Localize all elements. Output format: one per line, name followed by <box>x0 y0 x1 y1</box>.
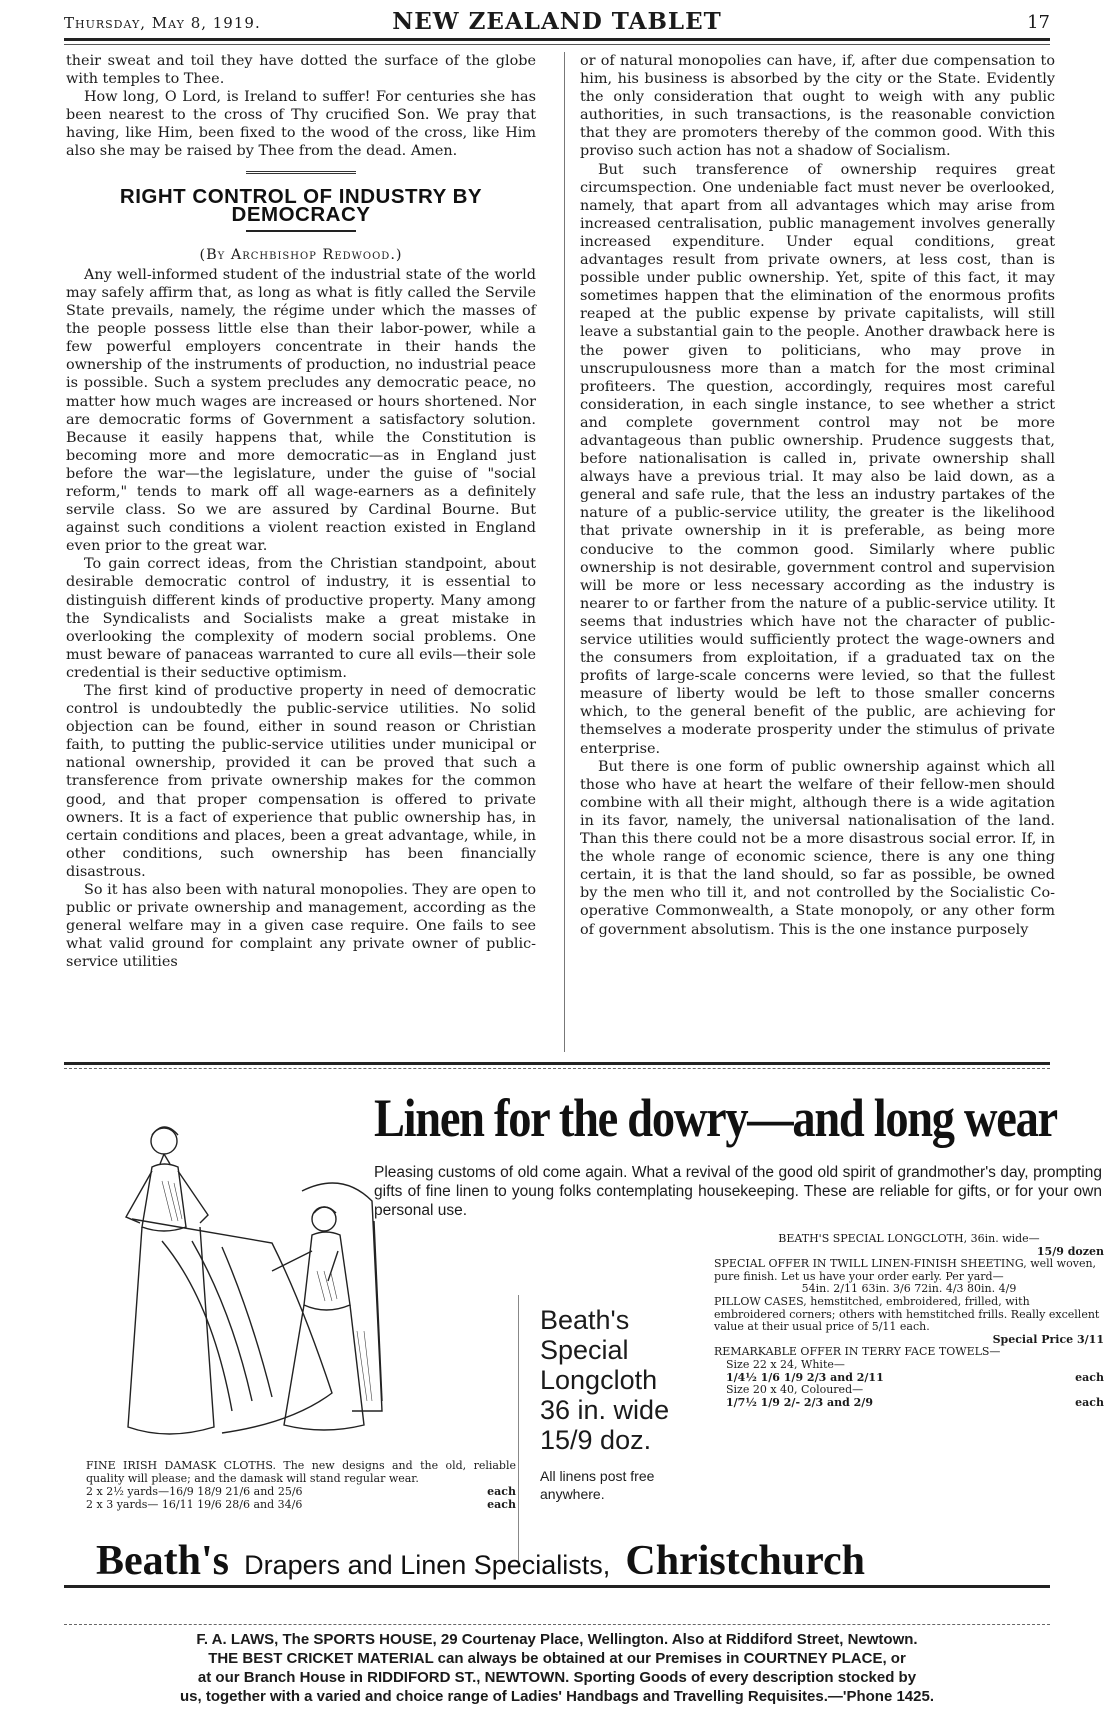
ad-intro: Pleasing customs of old come again. What a revival of the good old spirit of grandmother's day, prompting gifts of fine linen to young folks contemplating housekeeping. These are reliable for gifts, or for your own personal use. <box>374 1164 1102 1219</box>
laws-advertisement <box>64 1630 1050 1706</box>
pillow-special-price: Special Price 3/11 <box>992 1332 1104 1346</box>
article-byline: (By Archbishop Redwood.) <box>199 246 403 263</box>
longcloth-heading: BEATH'S SPECIAL LONGCLOTH, 36in. wide— <box>778 1232 1040 1245</box>
ad-brand: Beath's <box>96 1538 230 1584</box>
special-line-1: Beath's <box>540 1305 630 1335</box>
left-column <box>66 52 536 972</box>
ad-divider <box>518 1295 519 1563</box>
article-paragraph: But there is one form of public ownership against which all those who have at heart the welfare of their fellow-men should combine with all their might, although there is a wide agitation in its favor, namely, the universal nationalisation of the land. Than this there could not be a more disastrous social error. If, in the whole range of economic science, there is any one thing certain, it is that the land should, so far as possible, be owned by the men who till it, and not controlled by the Socialistic Co-operative Commonwealth, a State monopoly, or any other form of government absolutism. This is the one instance purposely <box>580 758 1055 938</box>
ad-top-rule <box>64 1062 1050 1065</box>
towels-heading: REMARKABLE OFFER IN TERRY FACE TOWELS— <box>714 1345 1001 1359</box>
laws-ad-rule <box>64 1624 1050 1625</box>
damask-size-2: 2 x 3 yards— 16/11 19/6 28/6 and 34/6 <box>86 1498 303 1511</box>
header-rule <box>64 38 1050 41</box>
ad-footer <box>96 1537 1046 1585</box>
special-line-5: 15/9 doz. <box>540 1425 652 1455</box>
laws-line-4: us, together with a varied and choice range of Ladies' Handbags and Travelling Requisites.—'Phone 1425. <box>180 1688 934 1705</box>
laws-line-2: THE BEST CRICKET MATERIAL can always be obtained at our Premises in COURTNEY PLACE, or <box>208 1650 906 1667</box>
article-paragraph: or of natural monopolies can have, if, after due compensation to him, his business is absorbed by the city or the State. Evidently the only consideration that ought to weigh with any public authorities, in such transactions, is the reasonable conviction that they are promoters thereby of the common good. With this proviso such action has not a shadow of Socialism. <box>580 53 1055 160</box>
coloured-towel-size: Size 20 x 40, Coloured— <box>726 1383 864 1397</box>
damask-price-row <box>86 1485 516 1498</box>
price-list <box>714 1233 1104 1409</box>
article-paragraph: The first kind of productive property in need of democratic control is undoubtedly the public-service utilities. No solid objection can be found, either in sound reason or Christian faith, to putting the public-service utilities under municipal or national ownership, provided it can be proved that such a transference from private ownership makes for the common good, and that proper compensation is offered to private owners. It is a fact of experience that public ownership has, in certain conditions and places, been a great advantage, while, in other conditions, such ownership has been financially disastrous. <box>66 683 536 880</box>
sheeting-offer: SPECIAL OFFER IN TWILL LINEN-FINISH SHEETING, well woven, pure finish. Let us have your order early. Per yard— <box>714 1257 1097 1283</box>
prayer-paragraph: How long, O Lord, is Ireland to suffer! For centuries she has been nearest to the cross of Thy crucified Son. We pray that having, like Him, been fixed to the wood of the cross, like Him also she may be raised by Thee from the dead. Amen. <box>66 89 536 160</box>
prayer-paragraph: their sweat and toil they have dotted the surface of the globe with temples to Thee. <box>66 53 536 88</box>
special-line-2: Special <box>540 1335 629 1365</box>
article-paragraph: Any well-informed student of the industrial state of the world may safely affirm that, as long as what is fitly called the Servile State prevails, namely, the régime under which the masses of the people possess little else than their labor-power, while a few powerful employers concentrate in their hands the ownership of the instruments of production, no industrial peace is possible. Such a system precludes any democratic peace, no matter how much wages are increased or hours shortened. Nor are democratic forms of Government a satisfactory solution. Because it easily happens that, while the Constitution is becoming more and more democratic—as in England just before the war—the legislature, under the guise of "social reform," tends to mark off all wage-earners as a definitely servile class. So we are assured by Cardinal Bourne. But against such conditions a violent reaction existed in England even prior to the great war. <box>66 266 536 555</box>
longcloth-price: 15/9 dozen <box>1036 1244 1104 1258</box>
white-towel-prices: 1/4½ 1/6 1/9 2/3 and 2/11 <box>726 1370 884 1384</box>
special-longcloth-box <box>540 1305 700 1503</box>
page-header <box>64 8 1050 36</box>
ad-headline: Linen for the dowry—and long wear <box>374 1088 1057 1148</box>
issue-date: Thursday, May 8, 1919. <box>64 14 261 32</box>
laws-line-3: at our Branch House in RIDDIFORD ST., NEWTOWN. Sporting Goods of every description stocked by <box>197 1669 917 1686</box>
damask-size-1: 2 x 2½ yards—16/9 18/9 21/6 and 25/6 <box>86 1485 303 1498</box>
coloured-towel-unit: each <box>1075 1395 1104 1409</box>
ad-city: Christchurch <box>625 1538 865 1584</box>
white-towel-unit: each <box>1075 1370 1104 1384</box>
ad-bottom-rule <box>64 1585 1050 1588</box>
title-ornament <box>246 230 356 232</box>
header-rule-thin <box>64 44 1050 45</box>
damask-unit-2: each <box>487 1498 516 1511</box>
post-free-note: All linens post free anywhere. <box>540 1468 655 1502</box>
article-paragraph: But such transference of ownership requires great circumspection. One undeniable fact must never be overlooked, namely, that apart from all advantages which may arise from increased centralisation, public management involves generally increased expenditure. Under equal conditions, great advantages result from private owners, at less cost, than is possible under public ownership. Yet, spite of this fact, it may sometimes happen that the elimination of the enormous profits reaped at the public expense by private capitalists, will still leave a substantial gain to the people. Another drawback here is the power given to politicians, who may prove in unscrupulousness more than a match for the most criminal profiteers. The question, accordingly, requires most careful consideration, in each single instance, to see whether a strict and complete government control may not be more advantageous than public ownership. Prudence suggests that, before nationalisation is called in, private ownership shall always have a previous trial. It may also be laid down, as a general and safe rule, that the less an industry partakes of the nature of a public-service utility, the greater is the likelihood that private ownership in it is preferable, as being more conducive to the common good. Similarly where public ownership is not desirable, government control and supervision will be more or less necessary according as the industry is nearer to or farther from the nature of a public-service utility. It seems that industries which have not the character of public-service utilities would sufficiently protect the wage-owners and the consumers from exploitation, if a graduated tax on the profits of large-scale concerns were levied, so that the fullest measure of liberty would be left to those smaller concerns which, to the general benefit of the public, are achieving for themselves a moderate prosperity under the stimulus of private enterprise. <box>580 161 1055 757</box>
white-towel-size: Size 22 x 24, White— <box>726 1357 845 1371</box>
article-title: RIGHT CONTROL OF INDUSTRY BY DEMOCRACY <box>119 184 483 226</box>
sheeting-sizes: 54in. 2/11 63in. 3/6 72in. 4/3 80in. 4/9 <box>801 1282 1017 1296</box>
pillow-cases-offer: PILLOW CASES, hemstitched, embroidered, frilled, with embroidered corners; others with hemstitched frills. Really excellent value at their usual price of 5/11 each. <box>714 1294 1100 1334</box>
page-number: 17 <box>1027 12 1050 33</box>
beaths-advertisement <box>72 1075 1104 1649</box>
article-paragraph: To gain correct ideas, from the Christian standpoint, about desirable democratic control of industry, it is essential to distinguish different kinds of productive property. Many among the Syndicalists and Socialists make a great mistake in overlooking the complexity of modern social problems. One must beware of panaceas warranted to cure all evils—their sole credential is their seductive optimism. <box>66 556 536 681</box>
damask-unit-1: each <box>487 1485 516 1498</box>
column-divider <box>564 52 565 1052</box>
damask-price-row <box>86 1498 516 1511</box>
ad-top-rule-dashed <box>64 1068 1050 1069</box>
ad-tagline: Drapers and Linen Specialists, <box>244 1550 611 1580</box>
publication-title: NEW ZEALAND TABLET <box>392 8 722 35</box>
coloured-towel-prices-row <box>714 1397 1104 1410</box>
coloured-towel-prices: 1/7½ 1/9 2/- 2/3 and 2/9 <box>726 1395 873 1409</box>
section-divider <box>246 171 356 174</box>
linen-illustration <box>102 1101 402 1461</box>
article-paragraph: So it has also been with natural monopolies. They are open to public or private ownership and management, according as the general welfare may in a given case require. One fails to see what valid ground for complaint any private owner of public-service utilities <box>66 882 536 971</box>
laws-line-1: F. A. LAWS, The SPORTS HOUSE, 29 Courtenay Place, Wellington. Also at Riddiford Street, Newtown. <box>196 1631 918 1648</box>
damask-cloths-offer <box>86 1459 516 1511</box>
right-column <box>580 52 1055 939</box>
special-line-3: Longcloth <box>540 1365 658 1395</box>
damask-description: FINE IRISH DAMASK CLOTHS. The new designs and the old, reliable quality will please; and the damask will stand regular wear. <box>86 1459 516 1485</box>
special-line-4: 36 in. wide <box>540 1395 670 1425</box>
